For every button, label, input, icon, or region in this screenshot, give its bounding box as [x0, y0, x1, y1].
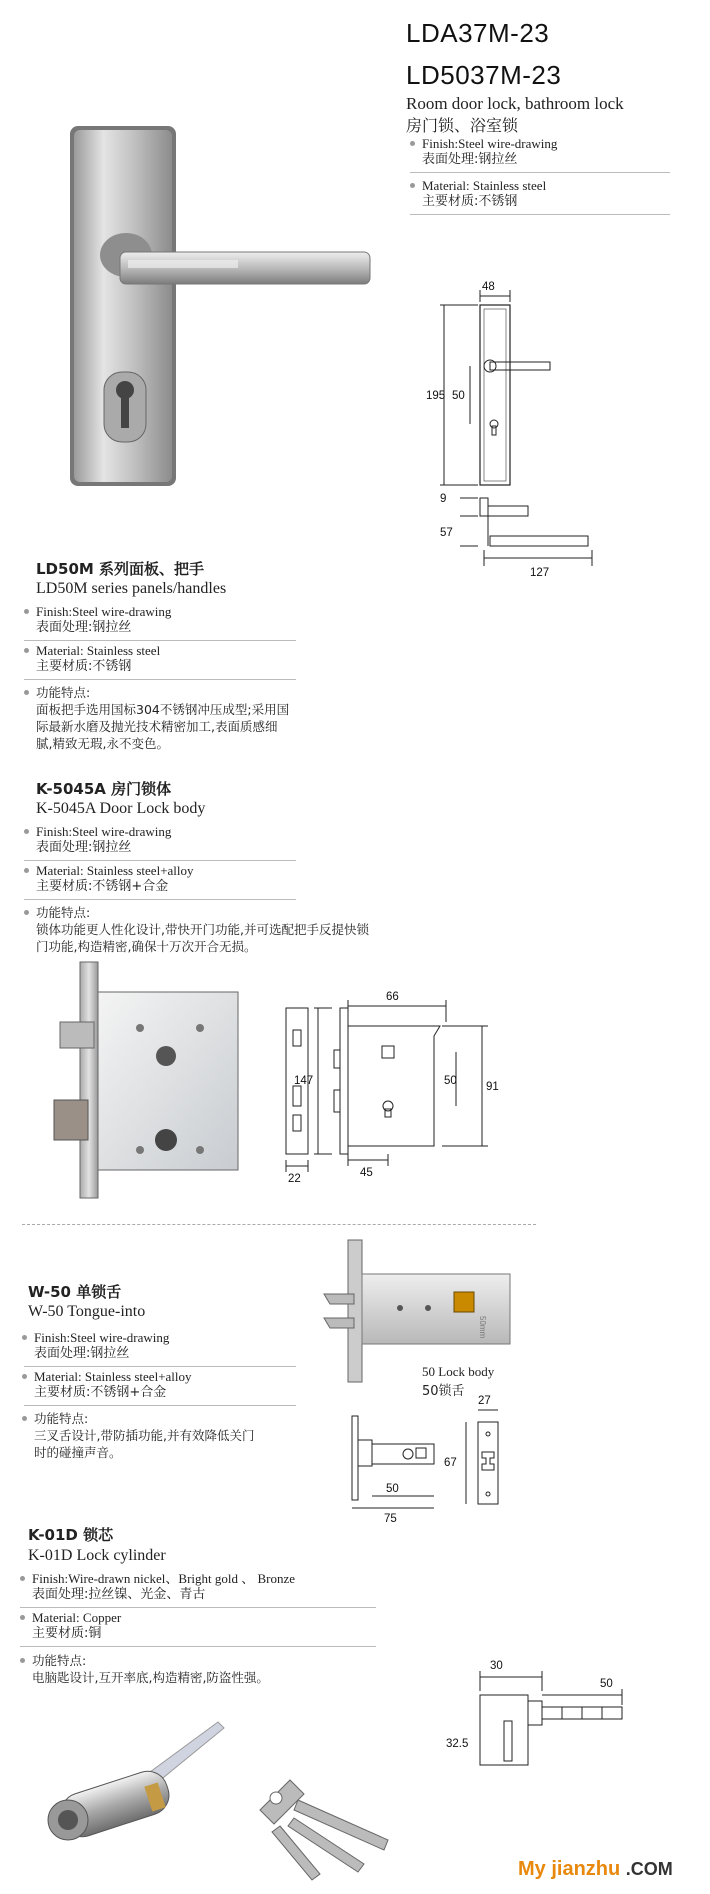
- divider: [20, 1607, 376, 1608]
- divider: [410, 172, 670, 173]
- dim-50-latch: 50: [386, 1483, 399, 1495]
- w50-feature-line: 三叉舌设计,带防插功能,并有效降低关门: [34, 1428, 255, 1443]
- w50-title-en: W-50 Tongue-into: [28, 1303, 146, 1320]
- k5045a-title-en: K-5045A Door Lock body: [36, 800, 206, 817]
- dim-195: 195: [426, 390, 446, 402]
- cylinder-dimension-drawing: [446, 1655, 680, 1805]
- dim-48: 48: [482, 281, 495, 293]
- w50-title: W-50 单锁舌: [28, 1283, 122, 1301]
- header-material-zh: 主要材质:不锈钢: [422, 194, 518, 209]
- k01d-material-en: Material: Copper: [32, 1610, 122, 1625]
- product-desc-en: Room door lock, bathroom lock: [406, 94, 624, 113]
- dim-27: 27: [478, 1395, 491, 1407]
- k5045a-finish-zh: 表面处理:钢拉丝: [36, 840, 132, 855]
- header-finish-en: Finish:Steel wire-drawing: [422, 136, 558, 151]
- k5045a-features: [36, 904, 369, 955]
- ld50m-feature-line: 腻,精致无瑕,永不变色。: [36, 736, 169, 751]
- dim-127: 127: [530, 567, 550, 579]
- lock-body-photo: [50, 960, 210, 1200]
- dim-75: 75: [384, 1513, 397, 1525]
- k5045a-material: [36, 863, 194, 895]
- k5045a-title: K-5045A 房门锁体: [36, 780, 172, 798]
- w50-material: [34, 1369, 192, 1401]
- dim-50-spacing: 50: [452, 390, 465, 402]
- header-finish-zh: 表面处理:钢拉丝: [422, 152, 518, 167]
- k01d-title-en: K-01D Lock cylinder: [28, 1547, 166, 1564]
- watermark-text: My jianzhu: [518, 1858, 621, 1880]
- divider: [24, 640, 296, 641]
- dim-147: 147: [294, 1075, 314, 1087]
- latch-faceplate: [352, 1416, 358, 1500]
- header-finish: [422, 136, 557, 168]
- product-code-2: LD5037M-23: [406, 60, 562, 90]
- product-code-1: LDA37M-23: [406, 18, 550, 48]
- ld50m-feature-line: 面板把手选用国标304不锈钢冲压成型;采用国: [36, 702, 290, 717]
- ld50m-material: [36, 643, 160, 675]
- latch-engraving: 50mm: [478, 1316, 487, 1339]
- w50-finish-en: Finish:Steel wire-drawing: [34, 1330, 170, 1345]
- w50-caption-en: 50 Lock body: [422, 1364, 495, 1379]
- dim-91: 91: [486, 1081, 499, 1093]
- dim-50-key: 50: [600, 1678, 613, 1690]
- dim-57: 57: [440, 527, 453, 539]
- dim-50-body: 50: [444, 1075, 457, 1087]
- w50-feature-label: 功能特点:: [34, 1411, 89, 1426]
- ld50m-title-en: LD50M series panels/handles: [36, 580, 227, 597]
- k01d-finish: [32, 1571, 295, 1603]
- watermark-suffix: .COM: [625, 1859, 673, 1879]
- divider: [24, 899, 296, 900]
- divider: [20, 1646, 376, 1647]
- handle-dimension-drawing: [426, 280, 630, 579]
- w50-finish: [34, 1330, 169, 1362]
- ld50m-finish: [36, 604, 171, 636]
- ld50m-material-en: Material: Stainless steel: [36, 643, 161, 658]
- divider: [24, 860, 296, 861]
- divider: [24, 1405, 296, 1406]
- dim-9: 9: [440, 493, 447, 505]
- divider: [410, 214, 670, 215]
- watermark: [518, 1858, 673, 1881]
- ld50m-feature-label: 功能特点:: [36, 685, 91, 700]
- dim-32-5: 32.5: [446, 1738, 469, 1750]
- w50-material-zh: 主要材质:不锈钢+合金: [34, 1385, 167, 1400]
- w50-dimension-drawing: [338, 1395, 518, 1530]
- k01d-material-zh: 主要材质:铜: [32, 1626, 102, 1641]
- k5045a-finish: [36, 824, 171, 856]
- ld50m-finish-en: Finish:Steel wire-drawing: [36, 604, 172, 619]
- w50-caption-zh: 50锁舌: [422, 1384, 465, 1399]
- ld50m-feature-line: 际最新水磨及抛光技术精密加工,表面质感细: [36, 719, 278, 734]
- k01d-features: [32, 1652, 269, 1686]
- k5045a-finish-en: Finish:Steel wire-drawing: [36, 824, 172, 839]
- k01d-feature-line: 电脑匙设计,互开率底,构造精密,防盗性强。: [32, 1670, 269, 1685]
- ld50m-title: LD50M 系列面板、把手: [36, 560, 205, 578]
- header-material: [422, 178, 546, 210]
- k5045a-material-en: Material: Stainless steel+alloy: [36, 863, 194, 878]
- ld50m-material-zh: 主要材质:不锈钢: [36, 659, 132, 674]
- dim-45: 45: [360, 1167, 373, 1179]
- product-desc-zh: 房门锁、浴室锁: [406, 116, 519, 135]
- dim-30: 30: [490, 1660, 503, 1672]
- dim-66: 66: [386, 991, 399, 1003]
- header-material-en: Material: Stainless steel: [422, 178, 547, 193]
- w50-features: [34, 1410, 254, 1461]
- handle-panel-photo: [60, 120, 380, 490]
- divider: [24, 679, 296, 680]
- ld50m-features: [36, 684, 289, 752]
- k01d-finish-zh: 表面处理:拉丝镍、光金、青古: [32, 1587, 206, 1602]
- k5045a-feature-line: 锁体功能更人性化设计,带快开门功能,并可选配把手反提快锁: [36, 922, 369, 937]
- section-divider-dashed: [22, 1224, 536, 1225]
- divider: [24, 1366, 296, 1367]
- lock-body-dimension-drawing: [270, 990, 510, 1190]
- k5045a-feature-line: 门功能,构造精密,确保十万次开合无损。: [36, 939, 257, 954]
- k5045a-material-zh: 主要材质:不锈钢+合金: [36, 879, 169, 894]
- ld50m-finish-zh: 表面处理:钢拉丝: [36, 620, 132, 635]
- keys-photo: [250, 1770, 410, 1880]
- w50-finish-zh: 表面处理:钢拉丝: [34, 1346, 130, 1361]
- k01d-feature-label: 功能特点:: [32, 1653, 87, 1668]
- k01d-title: K-01D 锁芯: [28, 1526, 114, 1544]
- k01d-material: [32, 1610, 121, 1642]
- dim-22: 22: [288, 1173, 301, 1185]
- k01d-finish-en: Finish:Wire-drawn nickel、Bright gold 、 Bronze: [32, 1571, 296, 1586]
- w50-feature-line: 时的碰撞声音。: [34, 1445, 122, 1460]
- dim-67: 67: [444, 1457, 457, 1469]
- w50-material-en: Material: Stainless steel+alloy: [34, 1369, 192, 1384]
- k5045a-feature-label: 功能特点:: [36, 905, 91, 920]
- panel-outline: [480, 305, 510, 485]
- lock-cylinder-photo: [40, 1712, 240, 1862]
